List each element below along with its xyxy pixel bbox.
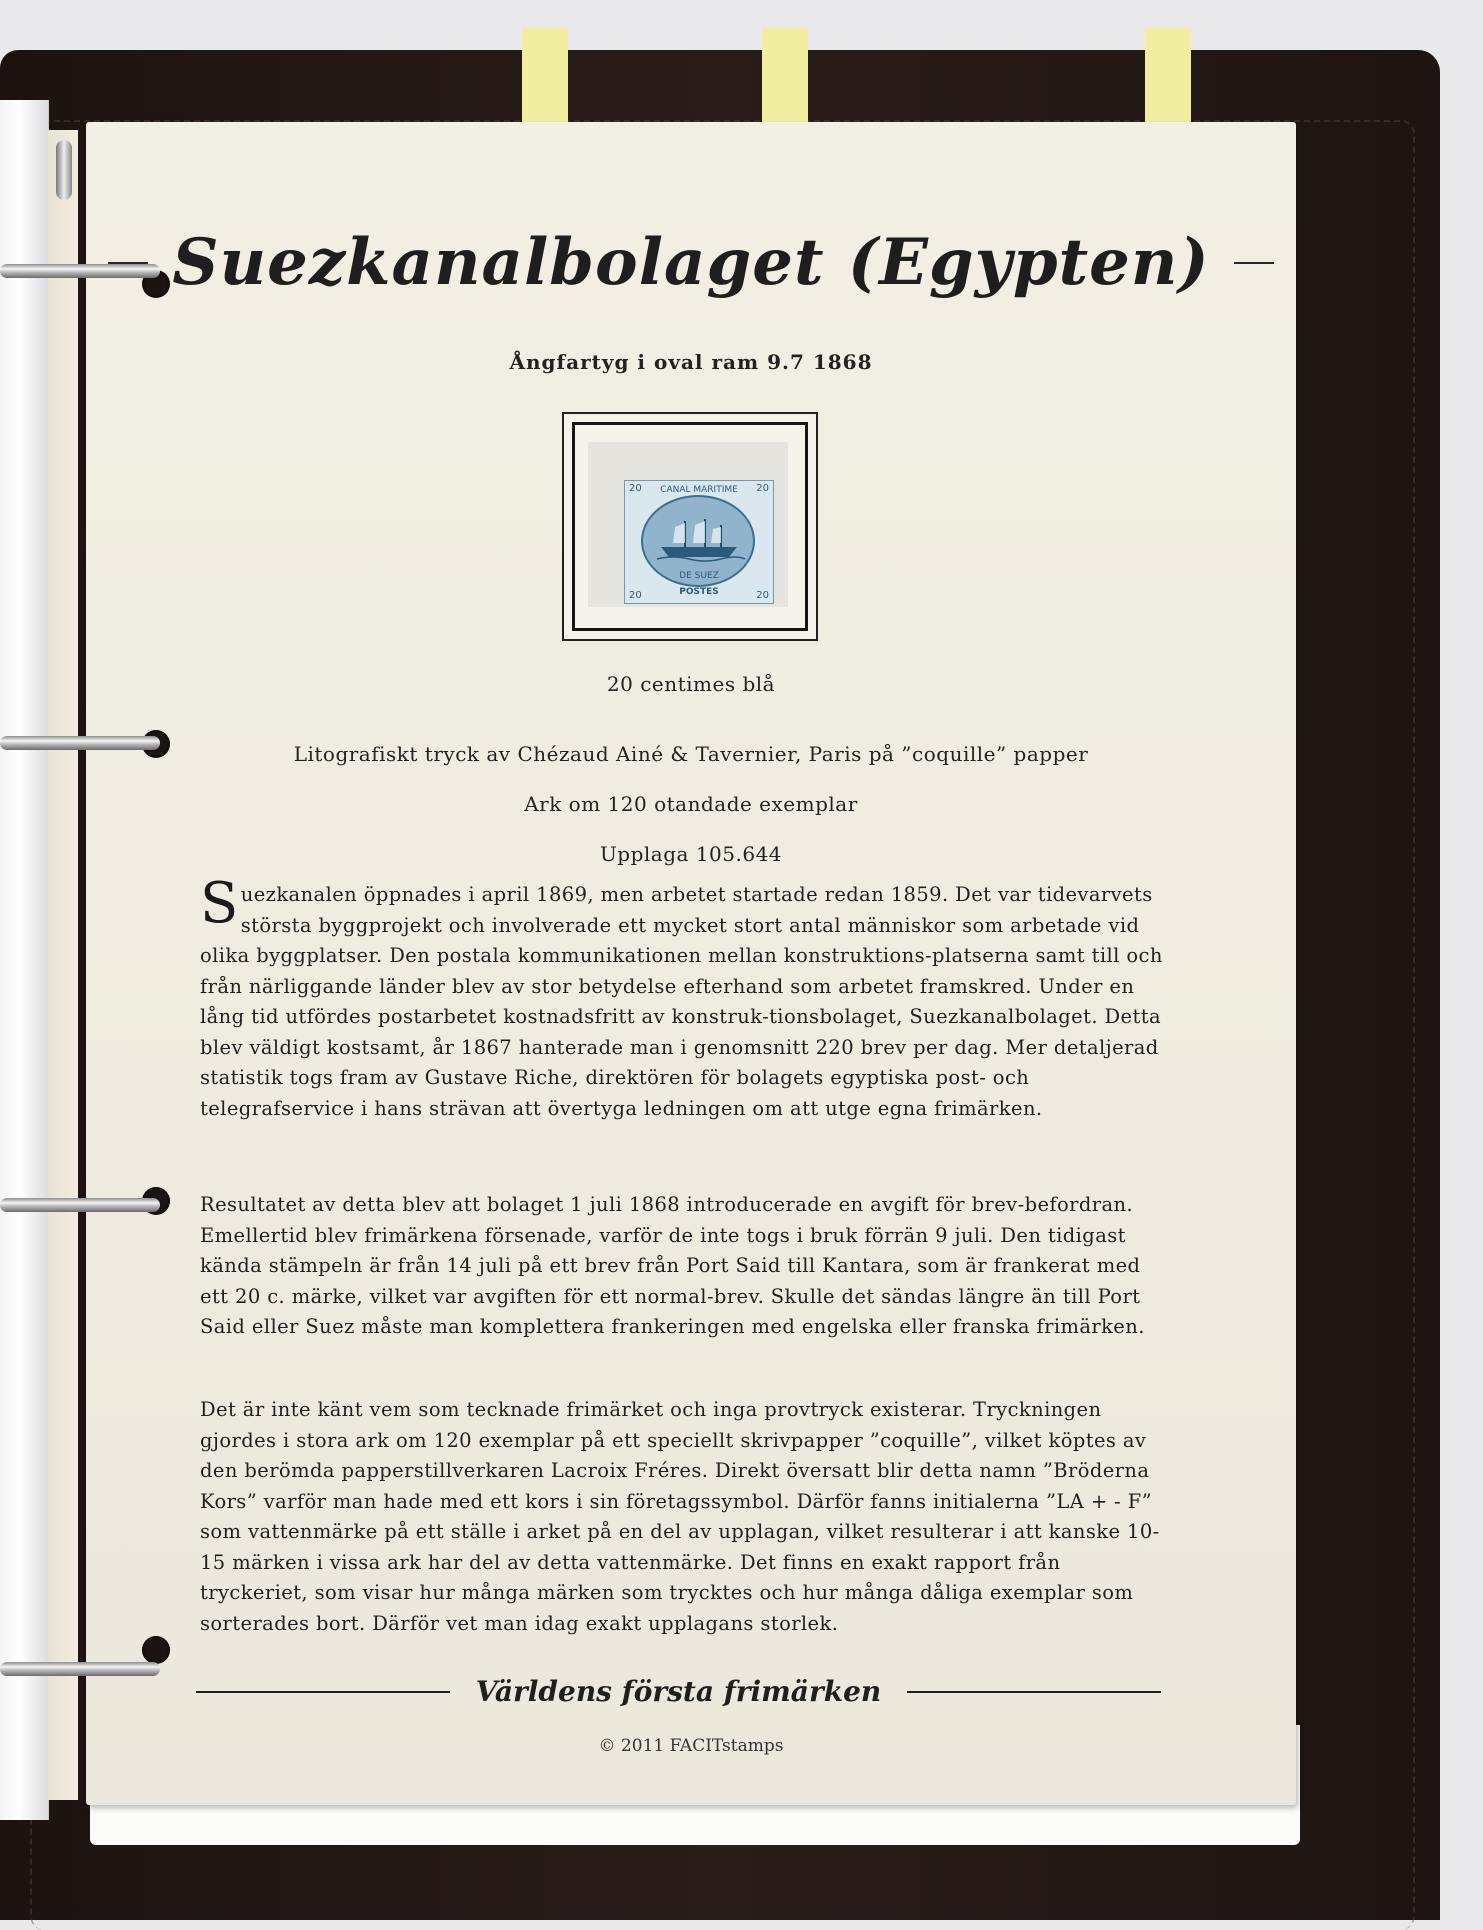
left-page-edges: [48, 130, 78, 1800]
sheet-info: Ark om 120 otandade exemplar: [524, 792, 858, 816]
footer-title: Världens första frimärken: [475, 1675, 882, 1708]
title-dash-right: [1234, 262, 1274, 264]
printing-info: Litografiskt tryck av Chézaud Ainé & Tavernier, Paris på ”coquille” papper: [293, 742, 1089, 766]
body-paragraph-2: Resultatet av detta blev att bolaget 1 juli 1868 introducerade en avgift för brev-befordran. Emellertid blev frimärkena försenade, varför de inte togs i bruk förrän 9 juli. Den tidigast kända stämpeln är från 14 juli på ett brev från Port Said till Kantara, som är frankerat med ett 20 c. märke, vilket var avgiften för ett normal-brev. Skulle det sändas längre än till Port Said eller Suez måste man komplettera frankeringen med engelska eller franska frimärken.: [200, 1193, 1145, 1338]
stamp-value-corner: 20: [629, 483, 642, 494]
ship-icon: [653, 513, 745, 563]
binder-ring[interactable]: [0, 1662, 160, 1676]
copyright-notice: © 2011 FACITstamps: [598, 1736, 784, 1756]
stamp-value-corner: 20: [756, 483, 769, 494]
stamp-band-text: POSTES: [679, 587, 719, 597]
title-dash-left: [108, 262, 148, 264]
body-paragraph-1: [200, 871, 1165, 1124]
page-subtitle: Ångfartyg i oval ram 9.7 1868: [509, 350, 873, 374]
footer-rule-right: [907, 1691, 1161, 1693]
page-title: Suezkanalbolaget (Egypten): [172, 225, 1210, 300]
drop-cap: S: [200, 871, 239, 936]
edition-info: Upplaga 105.644: [599, 842, 783, 866]
footer-row: [196, 1675, 1161, 1708]
stamp-image[interactable]: [624, 480, 774, 604]
left-page-stack: [0, 100, 49, 1820]
stamp-caption: 20 centimes blå: [606, 672, 776, 696]
binder-ring[interactable]: [0, 1198, 160, 1212]
footer-rule-left: [196, 1691, 450, 1693]
stamp-bottom-text: DE SUEZ: [679, 571, 719, 581]
stamp-value-corner: 20: [756, 590, 769, 601]
body-paragraph-3: Det är inte känt vem som tecknade frimärket och inga provtryck existerar. Tryckningen gjordes i stora ark om 120 exemplar på ett speciellt skrivpapper ”coquille”, vilket köptes av den berömda papperstillverkaren Lacroix Fréres. Direkt översatt blir detta namn ”Bröderna Kors” varför man hade med ett kors i sin företagssymbol. Därför fanns initialerna ”LA + - F” som vattenmärke på ett ställe i arket på en del av upplagan, vilket resulterar i att kanske 10-15 märken i vissa ark har del av detta vattenmärke. Det finns en exakt rapport från tryckeriet, som visar hur många märken som trycktes och hur många dåliga exemplar som sorterades bort. Därför vet man idag exakt upplagans storlek.: [200, 1398, 1160, 1635]
paragraph-1-text: uezkanalen öppnades i april 1869, men arbetet startade redan 1859. Det var tidevarvets största byggprojekt och involverade ett mycket stort antal människor som arbetade vid olika byggplatser. Den postala kommunikationen mellan konstruktions-platserna samt till och från närliggande länder blev av stor betydelse efterhand som arbetet framskred. Under en lång tid utfördes postarbetet kostnadsfritt av konstruk-tionsbolaget, Suezkanalbolaget. Detta blev väldigt kostsamt, år 1867 hanterade man i genomsnitt 220 brev per dag. Mer detaljerad statistik togs fram av Gustave Riche, direktören för bolagets egyptiska post- och telegrafservice i hans strävan att övertyga ledningen om att utge egna frimärken.: [200, 883, 1163, 1120]
punch-hole: [142, 1636, 170, 1664]
stamp-value-corner: 20: [629, 590, 642, 601]
stamp-top-text: CANAL MARITIME: [660, 485, 738, 495]
ring-post: [56, 140, 72, 200]
title-row: [86, 225, 1296, 300]
